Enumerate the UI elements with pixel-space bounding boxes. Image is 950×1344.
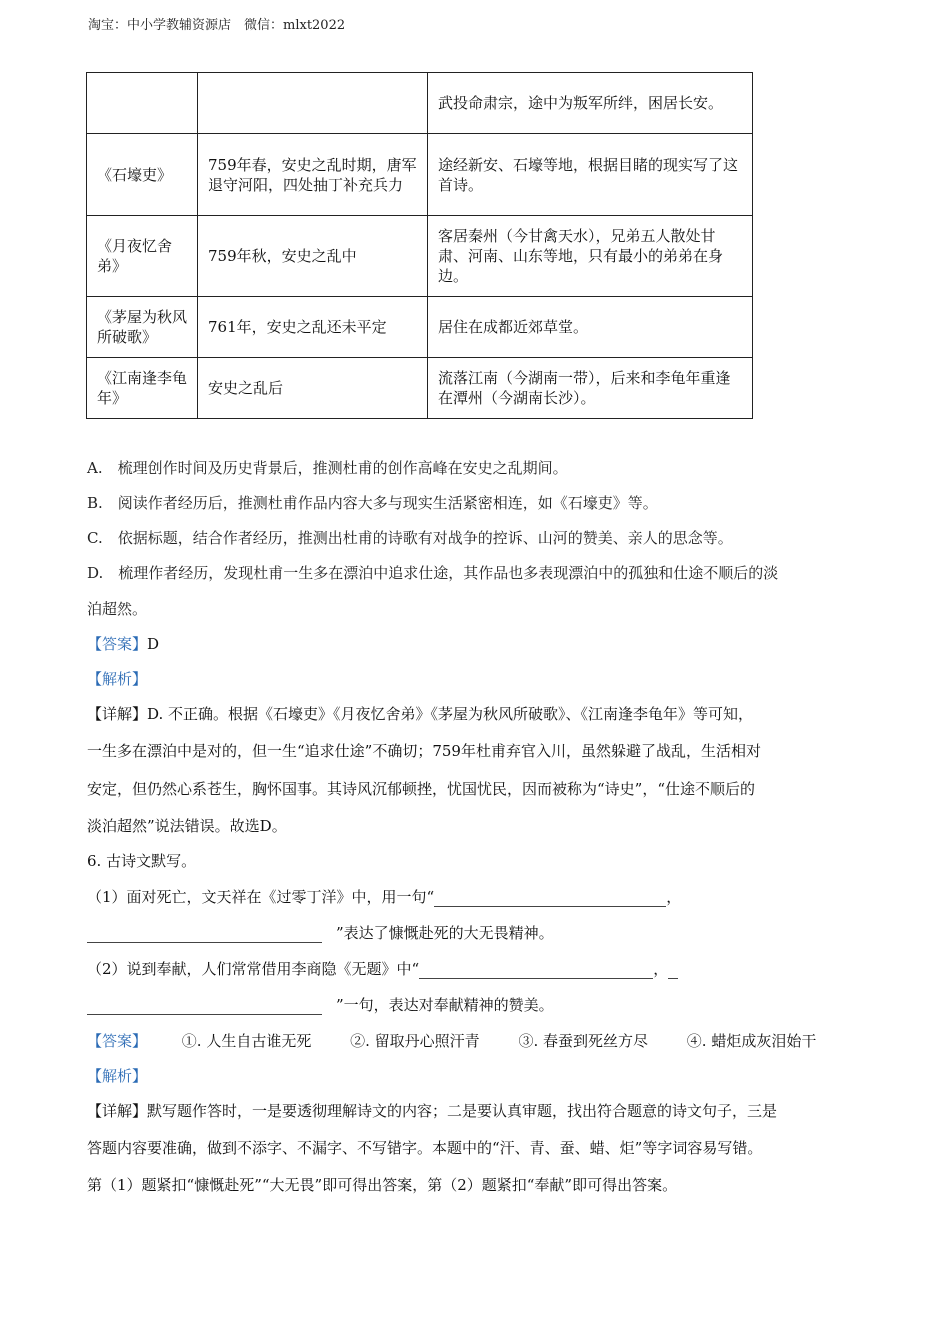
q5-detail bbox=[87, 703, 753, 724]
q6-part2-end: ”一句，表达对奉献精神的赞美。 bbox=[336, 996, 554, 1014]
q6-detail-line: 答题内容要准确，做到不添字、不漏字、不写错字。本题中的“汗、青、蚕、蜡、炬”等字词容易写错。 bbox=[87, 1139, 763, 1157]
q6-part1 bbox=[87, 886, 681, 907]
answer-blank-2[interactable] bbox=[87, 926, 322, 943]
table-cell-note: 客居秦州（今甘禽天水），兄弟五人散处甘肃、河南、山东等地，只有最小的弟弟在身边。 bbox=[428, 216, 753, 297]
q6-detail bbox=[87, 1100, 777, 1121]
option-c: C. 依据标题，结合作者经历，推测出杜甫的诗歌有对战争的控诉、山河的赞美、亲人的思念等。 bbox=[87, 529, 733, 547]
table-cell-note: 居住在成都近郊草堂。 bbox=[428, 297, 753, 358]
detail-label: 【详解】 bbox=[87, 705, 148, 723]
detail-label: 【详解】 bbox=[87, 1102, 148, 1120]
answer-blank-3[interactable] bbox=[419, 962, 653, 979]
q6-detail-line: 第（1）题紧扣“慷慨赴死”“大无畏”即可得出答案，第（2）题紧扣“奉献”即可得出答案。 bbox=[87, 1176, 678, 1194]
answer-item: ④. 蜡炬成灰泪始干 bbox=[686, 1032, 817, 1050]
option-a: A. 梳理创作时间及历史背景后，推测杜甫的创作高峰在安史之乱期间。 bbox=[87, 459, 568, 477]
answer-item: ③. 春蚕到死丝方尽 bbox=[518, 1032, 648, 1050]
q6-part2 bbox=[87, 958, 678, 979]
answer-label: 【答案】 bbox=[87, 1032, 148, 1050]
q5-detail-line: 安定，但仍然心系苍生，胸怀国事。其诗风沉郁顿挫，忧国忧民，因而被称为“诗史”，“仕途不顺后的 bbox=[87, 780, 756, 798]
detail-text: 默写题作答时，一是要透彻理解诗文的内容；二是要认真审题，找出符合题意的诗文句子，三是 bbox=[147, 1102, 778, 1120]
page-header: 淘宝：中小学教辅资源店 微信：mlxt2022 bbox=[88, 18, 346, 33]
table-cell-title: 《茅屋为秋风所破歌》 bbox=[87, 297, 198, 358]
table-cell-time: 安史之乱后 bbox=[198, 358, 428, 419]
q6-answer bbox=[87, 1030, 816, 1051]
table-cell-time: 761年，安史之乱还未平定 bbox=[198, 297, 428, 358]
answer-item: ②. 留取丹心照汗青 bbox=[350, 1032, 480, 1050]
table-cell-note: 武投命肃宗，途中为叛军所绊，困居长安。 bbox=[428, 73, 753, 134]
table-cell-note: 途经新安、石壕等地，根据目睹的现实写了这首诗。 bbox=[428, 134, 753, 216]
q6-part2-text: （2）说到奉献，人们常常借用李商隐《无题》中“ bbox=[87, 960, 420, 978]
answer-blank-tail bbox=[668, 962, 678, 979]
comma: ， bbox=[653, 960, 669, 978]
table-row bbox=[87, 358, 753, 419]
table-cell-time: 759年秋，安史之乱中 bbox=[198, 216, 428, 297]
answer-blank-4[interactable] bbox=[87, 998, 322, 1015]
detail-text: D. 不正确。根据《石壕吏》《月夜忆舍弟》《茅屋为秋风所破歌》、《江南逢李龟年》等可知， bbox=[147, 705, 754, 723]
answer-blank-1[interactable] bbox=[434, 890, 666, 907]
q6-part1-text: （1）面对死亡，文天祥在《过零丁洋》中，用一句“ bbox=[87, 888, 435, 906]
q5-detail-line: 淡泊超然”说法错误。故选D。 bbox=[87, 817, 287, 835]
q5-detail-line: 一生多在漂泊中是对的，但一生“追求仕途”不确切；759年杜甫弃官入川，虽然躲避了战乱，生活相对 bbox=[87, 742, 761, 760]
option-d: D. 梳理作者经历，发现杜甫一生多在漂泊中追求仕途，其作品也多表现漂泊中的孤独和仕途不顺后的淡 bbox=[87, 564, 779, 582]
answer-label: 【答案】 bbox=[87, 635, 148, 653]
q6-part2-continued bbox=[87, 994, 554, 1015]
option-b: B. 阅读作者经历后，推测杜甫作品内容大多与现实生活紧密相连，如《石壕吏》等。 bbox=[87, 494, 658, 512]
comma: ， bbox=[666, 888, 682, 906]
table-cell-title: 《石壕吏》 bbox=[87, 134, 198, 216]
table-cell-title: 《月夜忆舍弟》 bbox=[87, 216, 198, 297]
table-cell-time bbox=[198, 73, 428, 134]
table-cell-title bbox=[87, 73, 198, 134]
q6-title: 6. 古诗文默写。 bbox=[87, 852, 197, 870]
table-row bbox=[87, 297, 753, 358]
q5-answer bbox=[87, 633, 159, 654]
table-cell-note: 流落江南（今湖南一带），后来和李龟年重逢在潭州（今湖南长沙）。 bbox=[428, 358, 753, 419]
q6-analysis-label: 【解析】 bbox=[87, 1067, 148, 1085]
table-cell-title: 《江南逢李龟年》 bbox=[87, 358, 198, 419]
table-row bbox=[87, 73, 753, 134]
q6-part1-continued bbox=[87, 922, 554, 943]
option-d-continued: 泊超然。 bbox=[87, 600, 148, 618]
table-row bbox=[87, 134, 753, 216]
table-row bbox=[87, 216, 753, 297]
q5-analysis-label: 【解析】 bbox=[87, 670, 148, 688]
du-fu-works-table bbox=[86, 72, 753, 419]
answer-value: D bbox=[147, 635, 160, 653]
q6-part1-end: ”表达了慷慨赴死的大无畏精神。 bbox=[336, 924, 554, 942]
answer-item: ①. 人生自古谁无死 bbox=[181, 1032, 312, 1050]
table-cell-time: 759年春，安史之乱时期，唐军退守河阳，四处抽丁补充兵力 bbox=[198, 134, 428, 216]
